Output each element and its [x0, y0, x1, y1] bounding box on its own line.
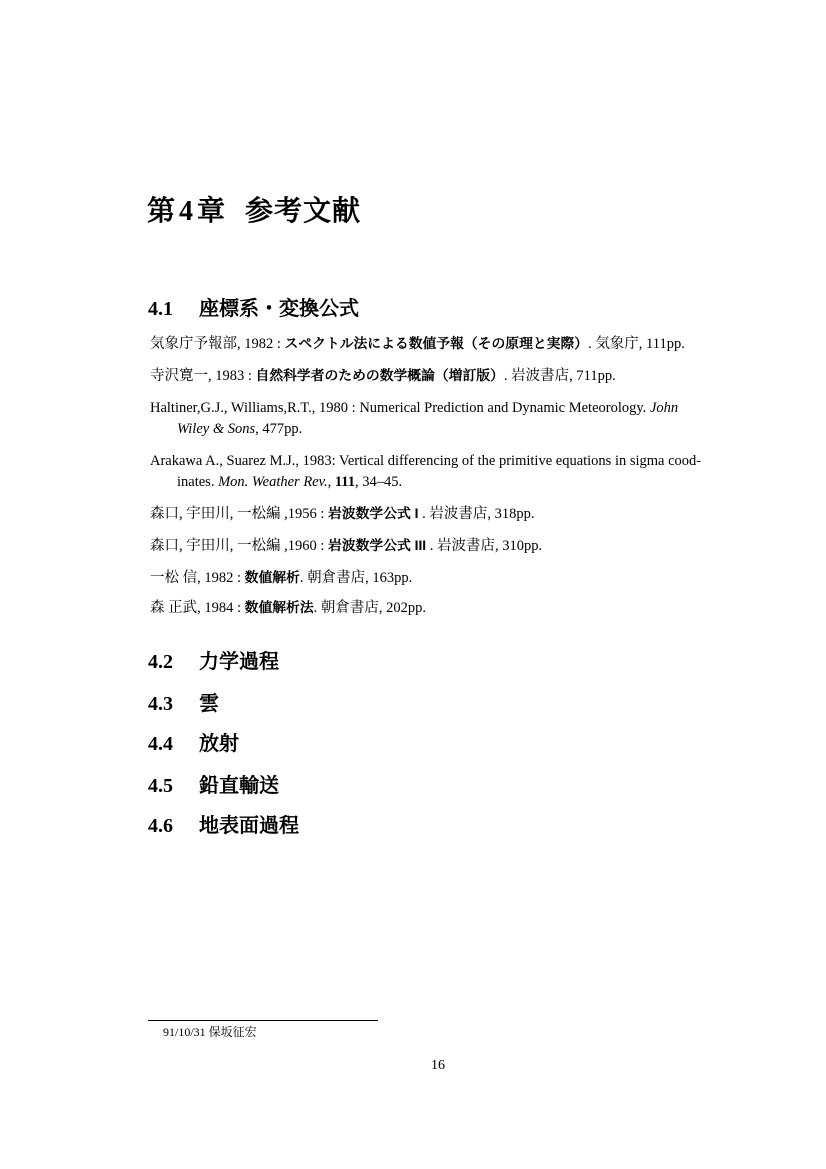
reference-segment: Mon. Weather Rev. [218, 474, 328, 490]
reference-segment: 岩波数学公式 I [328, 506, 419, 521]
reference-entry [150, 365, 759, 387]
reference-segment: . 岩波書店, 318pp. [418, 506, 535, 522]
reference-segment: スペクトル法による数値予報（その原理と実際） [284, 336, 589, 351]
chapter-number-suffix: 章 [197, 195, 227, 226]
reference-segment: 気象庁予報部, 1982 : [150, 336, 285, 352]
reference-segment: . 岩波書店, 711pp. [503, 368, 616, 384]
reference-segment: 岩波数学公式 III [328, 538, 427, 553]
section-number: 4.5 [148, 775, 173, 797]
reference-entry [150, 333, 759, 355]
reference-segment: 111 [334, 474, 356, 490]
section-heading-4-3 [148, 687, 219, 716]
reference-segment: 一松 信, 1982 : [150, 570, 245, 586]
reference-segment: , 477pp. [255, 421, 303, 437]
section-heading-4-5 [148, 769, 279, 798]
footnote-rule [148, 1020, 378, 1021]
reference-segment: Wiley & Sons [177, 421, 256, 437]
section-title: 力学過程 [199, 651, 279, 673]
reference-entry [150, 535, 759, 557]
chapter-number-prefix: 第 [147, 195, 177, 226]
section-number: 4.1 [148, 298, 173, 320]
reference-segment: . 気象庁, 111pp. [588, 336, 685, 352]
section-heading-4-1 [148, 292, 359, 321]
reference-segment: Haltiner,G.J., Williams,R.T., 1980 : Numerical Prediction and Dynamic Meteorology. [150, 400, 650, 416]
chapter-number-digit: 4 [179, 196, 195, 227]
chapter-title: 参考文献 [245, 195, 362, 226]
reference-entry [150, 567, 759, 589]
reference-segment: 森口, 宇田川, 一松編 ,1956 : [150, 506, 329, 522]
chapter-heading [147, 189, 361, 229]
reference-segment: 寺沢寛一, 1983 : [150, 368, 256, 384]
reference-segment: . 岩波書店, 310pp. [426, 538, 543, 554]
reference-segment: inates. [177, 474, 219, 490]
reference-entry [150, 398, 759, 440]
section-title: 鉛直輸送 [199, 775, 279, 797]
section-heading-4-4 [148, 727, 239, 756]
reference-segment: 森口, 宇田川, 一松編 ,1960 : [150, 538, 329, 554]
reference-entry [150, 503, 759, 525]
section-title: 雲 [199, 693, 219, 715]
chapter-number [147, 196, 226, 227]
reference-segment: Arakawa A., Suarez M.J., 1983: Vertical differencing of the primitive equations in sigma cood- [150, 453, 702, 469]
footnote-text: 91/10/31 保坂征宏 [163, 1025, 257, 1039]
section-number: 4.3 [148, 693, 173, 715]
reference-segment: . 朝倉書店, 163pp. [299, 570, 413, 586]
reference-segment: 数値解析法 [244, 600, 314, 615]
reference-entry [150, 597, 759, 619]
reference-segment: 森 正武, 1984 : [150, 600, 245, 616]
section-number: 4.2 [148, 651, 173, 673]
reference-entry [150, 451, 759, 493]
reference-segment: 自然科学者のための数学概論（増訂版） [255, 368, 504, 383]
page-number: 16 [431, 1058, 445, 1073]
reference-segment: 数値解析 [244, 570, 300, 585]
reference-segment: . 朝倉書店, 202pp. [313, 600, 427, 616]
reference-segment: John [649, 400, 679, 416]
section-number: 4.4 [148, 733, 173, 755]
section-title: 地表面過程 [199, 815, 299, 837]
section-number: 4.6 [148, 815, 173, 837]
section-heading-4-2 [148, 645, 279, 674]
reference-segment: , 34–45. [355, 474, 403, 490]
section-heading-4-6 [148, 809, 299, 838]
section-title: 座標系・変換公式 [199, 298, 359, 320]
reference-segment: , [327, 474, 335, 490]
section-title: 放射 [199, 733, 239, 755]
